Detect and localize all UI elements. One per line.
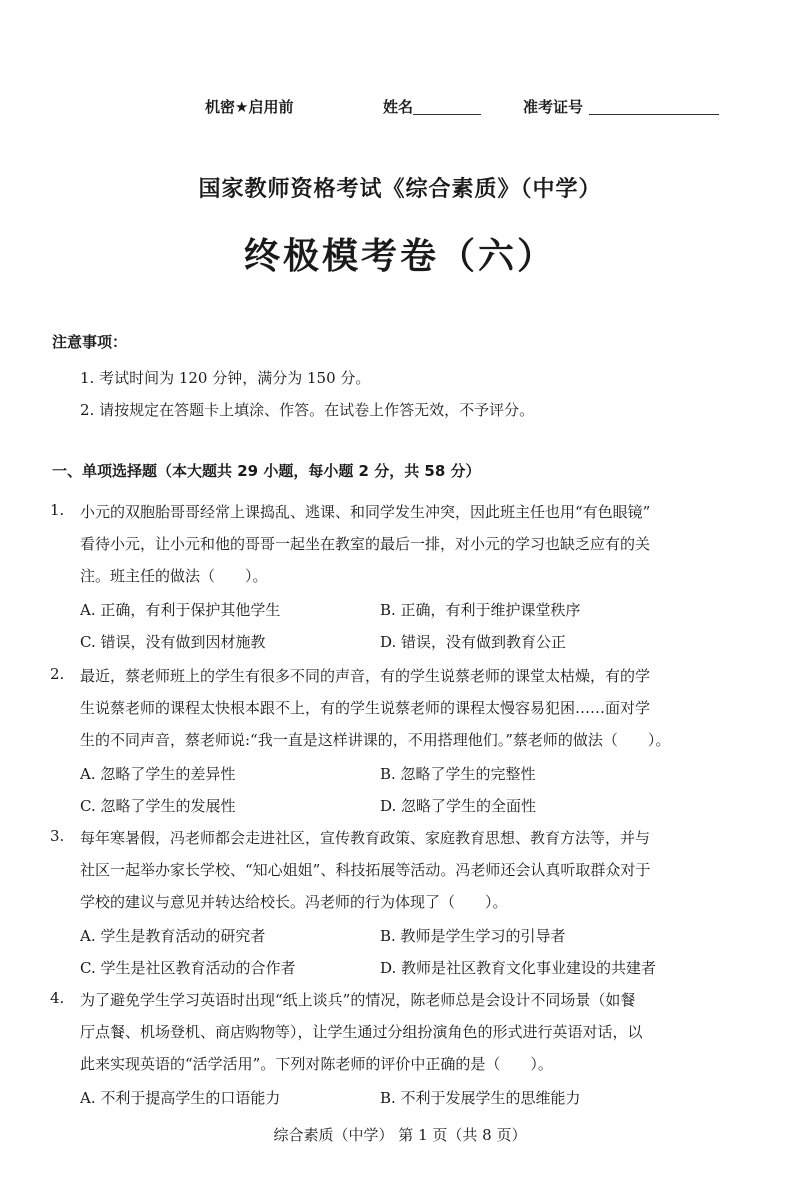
note-item: 1. 考试时间为 120 分钟，满分为 150 分。 (80, 369, 371, 387)
exam-id-field (523, 96, 583, 117)
option-a: A. 正确，有利于保护其他学生 (80, 601, 281, 619)
question-text-line: 厅点餐、机场登机、商店购物等），让学生通过分组扮演角色的形式进行英语对话，以 (80, 1023, 643, 1041)
option-b: B. 不利于发展学生的思维能力 (380, 1089, 581, 1107)
name-field (383, 96, 413, 117)
question-number: 1. (50, 501, 65, 519)
page-footer: 综合素质（中学） 第 1 页（共 8 页） (273, 1126, 527, 1144)
question-number: 3. (50, 827, 65, 845)
question-number: 2. (50, 665, 65, 683)
name-blank (413, 96, 481, 115)
option-b: B. 教师是学生学习的引导者 (380, 927, 566, 945)
section-heading: 一、单项选择题（本大题共 29 小题，每小题 2 分，共 58 分） (52, 462, 481, 480)
option-b: B. 忽略了学生的完整性 (380, 765, 536, 783)
option-d: D. 忽略了学生的全面性 (380, 797, 537, 815)
exam-id-label: 准考证号 (523, 98, 584, 116)
question-number: 4. (50, 989, 65, 1007)
exam-subtitle: 终极模考卷（六） (243, 236, 556, 277)
question-text-line: 生的不同声音，蔡老师说:“我一直是这样讲课的，不用搭理他们。”蔡老师的做法（ ）。 (80, 731, 671, 749)
question-text-line: 看待小元，让小元和他的哥哥一起坐在教室的最后一排，对小元的学习也缺乏应有的关 (80, 535, 651, 553)
option-a: A. 忽略了学生的差异性 (80, 765, 236, 783)
exam-header (205, 96, 740, 120)
question-text-line: 学校的建议与意见并转达给校长。冯老师的行为体现了（ ）。 (80, 893, 508, 911)
question-text-line: 最近，蔡老师班上的学生有很多不同的声音，有的学生说蔡老师的课堂太枯燥，有的学 (80, 667, 651, 685)
option-d: D. 错误，没有做到教育公正 (380, 633, 567, 651)
option-d: D. 教师是社区教育文化事业建设的共建者 (380, 959, 657, 977)
question-text-line: 社区一起举办家长学校、“知心姐姐”、科技拓展等活动。冯老师还会认真听取群众对于 (80, 861, 651, 879)
option-c: C. 错误，没有做到因材施教 (80, 633, 266, 651)
option-c: C. 学生是社区教育活动的合作者 (80, 959, 296, 977)
option-b: B. 正确，有利于维护课堂秩序 (380, 601, 581, 619)
question-text-line: 为了避免学生学习英语时出现“纸上谈兵”的情况，陈老师总是会设计不同场景（如餐 (80, 991, 636, 1009)
exam-id-blank (589, 96, 719, 115)
question-text-line: 注。班主任的做法（ ）。 (80, 567, 268, 585)
notes-heading: 注意事项： (52, 333, 128, 351)
question-text-line: 小元的双胞胎哥哥经常上课捣乱、逃课、和同学发生冲突，因此班主任也用“有色眼镜” (80, 503, 651, 521)
question-text-line: 每年寒暑假，冯老师都会走进社区，宣传教育政策、家庭教育思想、教育方法等，并与 (80, 829, 651, 847)
exam-title: 国家教师资格考试《综合素质》（中学） (198, 177, 602, 202)
option-c: C. 忽略了学生的发展性 (80, 797, 236, 815)
option-a: A. 学生是教育活动的研究者 (80, 927, 266, 945)
note-item: 2. 请按规定在答题卡上填涂、作答。在试卷上作答无效，不予评分。 (80, 401, 535, 419)
question-text-line: 生说蔡老师的课程太快根本跟不上，有的学生说蔡老师的课程太慢容易犯困……面对学 (80, 699, 651, 717)
confidential-label: 机密★启用前 (205, 98, 294, 116)
option-a: A. 不利于提高学生的口语能力 (80, 1089, 281, 1107)
name-label: 姓名 (383, 98, 414, 116)
question-text-line: 此来实现英语的“活学活用”。下列对陈老师的评价中正确的是（ ）。 (80, 1055, 553, 1073)
